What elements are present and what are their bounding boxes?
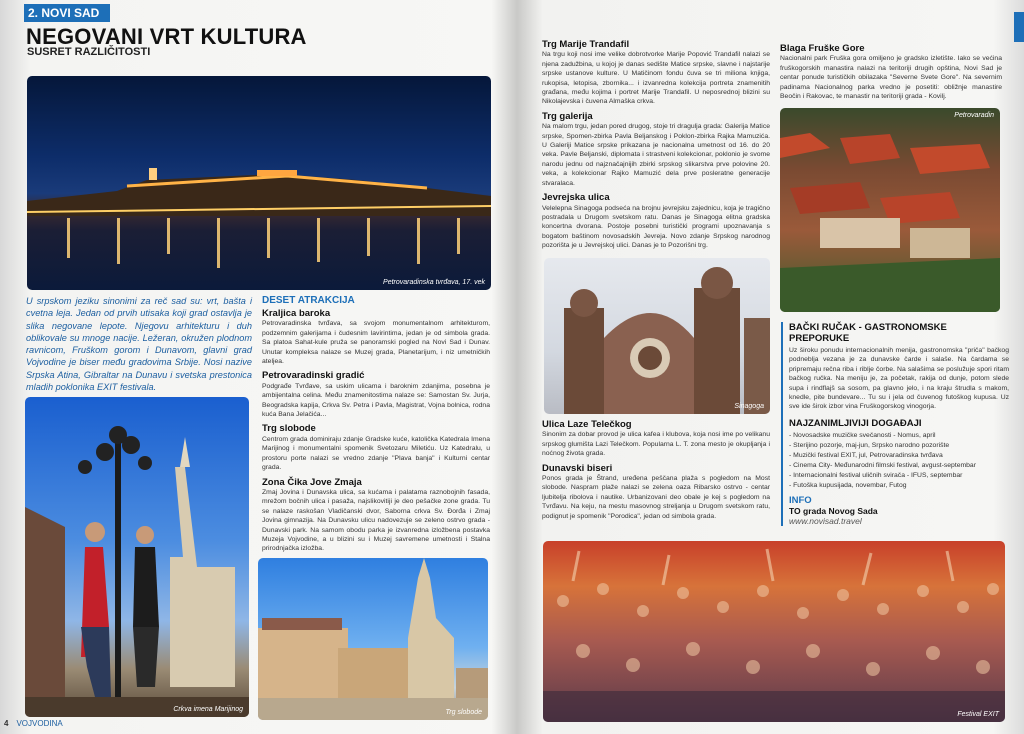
section-title: Trg Marije Trandafil — [542, 39, 630, 50]
section-tab: 2. NOVI SAD — [24, 4, 110, 22]
section-title: Trg slobode — [262, 423, 316, 435]
events-title: NAJZANIMLJIVIJI DOGAĐAJI — [789, 417, 922, 429]
section-title: Ulica Laze Telečkog — [542, 419, 632, 430]
attractions-column — [262, 309, 490, 554]
footer-label: VOJVODINA — [16, 719, 63, 728]
section-text: Centrom grada dominiraju zdanje Gradske kuće, katolička Katedrala Imena Marijinog i monumentalni spomenik Svetozaru Miletiću. Uz Katedralu, u prostoru porte nalazi se vredno zdanje "Plava banja" i Kulturni centar grada. — [262, 435, 490, 472]
page-subtitle: SUSRET RAZLIČITOSTI — [27, 46, 151, 58]
section-text: Nacionalni park Fruška gora omiljeno je gradsko izletište. Iako se većina fruškogorskih manastira nalazi na teritoriji drugih opština, Novi Sad je centar ponude turističkih obilazaka "Severne Svete Gore". Na severnim padinama Nacionalnog parka vredno je posetiti: obližnje manastire Beočin i Rakovac, te manastir na teritoriji grada - Kovilj. — [780, 55, 1002, 101]
synagogue-illustration — [544, 258, 770, 414]
section-title: Trg galerija — [542, 110, 593, 122]
fortress-photo — [27, 76, 491, 290]
exit-festival-photo — [543, 541, 1005, 722]
petrovaradin-photo — [780, 108, 1000, 312]
intro-text: U srpskom jeziku sinonimi za reč sad su: vrt, bašta i cvetna leja. Jedan od prvih utisaka koji grad ostavlja je slika negovane lepote. Njegovu arhitekturu i duh oblikovale su mnoge nacije. Ležeran, okružen plodnom ravnicom, Fruškom gorom i Dunavom, glavni grad Vojvodine je biser među gradovima Srbije. Nosi nazive Srpska Atina, Gibraltar na Dunavu i svetska prestonica mladih poklonika EXIT festivala. — [26, 296, 252, 393]
square-photo — [258, 558, 488, 720]
event-item: - Cinema City- Međunarodni filmski festival, avgust-septembar — [789, 461, 976, 469]
fortress-photo-caption: Petrovaradinska tvrđava, 17. vek — [383, 279, 485, 286]
exit-photo-caption: Festival EXIT — [957, 711, 999, 718]
section-text: Zmaj Jovina i Dunavska ulica, sa kućama i palatama raznobojnih fasada, mrežom bočnih ulica i pasaža, najslikovitiji je deo pešačke zone grada. Tu se nalaze raskošan Vladičanski dvor, Saborna crkva Sv. Đorđa i Zmaj Jovina gimnazija. Na Dunavsku ulicu nadovezuje se zeleno ostrvo grada - Dunavski park. Na samom obodu parka je izvanredna izložbena postavka Muzeja Vojvodine, a u blizini su i Muzej savremene umetnosti i Stalna prirodnjačka izložba. — [262, 488, 490, 553]
info-title: INFO — [789, 494, 812, 506]
synagogue-photo — [544, 258, 770, 414]
section-text: Petrovaradinska tvrđava, sa svojom monumentalnom arhitekturom, podzemnim galerijama i čudesnim lavirintima, jedan je od simbola grada. Sa platoa Sahat-kule pruža se panoramski pogled na Novi Sad i Dunav. Unutar kompleksa nalaze se Muzej grada, Planetarijum, i niz umetničkih ateljea. — [262, 320, 490, 366]
page-footer — [4, 719, 63, 728]
synagogue-photo-caption: Sinagoga — [734, 403, 764, 410]
section-title: Blaga Fruške Gore — [780, 43, 865, 54]
cathedral-photo-caption: Crkva imena Marijinog — [173, 706, 243, 713]
square-illustration — [258, 558, 488, 720]
crowd-illustration — [543, 541, 1005, 722]
info-url: www.novisad.travel — [789, 515, 862, 526]
section-text: Sinonim za dobar provod je ulica kafea i klubova, koja nosi ime po velikanu srpskog glumišta Lazi Telečkom. Popularna L. T. zona mesto je okupljanja i noćnog života grada. — [542, 431, 770, 458]
right-page — [517, 0, 1024, 734]
info-org: TO grada Novog Sada — [789, 505, 878, 516]
page-number: 4 — [4, 719, 9, 728]
gastro-text: Uz široku ponudu internacionalnih menija, gastronomska "priča" bačkog podneblja vezana je za dunavske čarde i salaše. Na čardama se pripremaju rečna riba i riblje čorbe. Na salašima se poslužuje spori ritam bačkog ručka. Na meniju je, za početak, rakija od dunje, potom slede supa i rindflajš sa sosom, pa glavno jelo, i na kraju štrudla s makom, knedle, pite bundevare... Tu su i jela od čuvenog futoškog kupusa. Uz sve ide širok izbor vina Fruškogorskog vinogorja. — [789, 347, 1009, 411]
petrovaradin-photo-caption: Petrovaradin — [954, 112, 994, 119]
section-title: Jevrejska ulica — [542, 192, 610, 204]
section-text: Na trgu koji nosi ime velike dobrotvorke Marije Popović Trandafil nalazi se njena zadužbina, u kojoj je danas sedište Matice srpske, slavne i najstarije srpske ustanove kulture. U Matičinom fondu čuva se tri miliona knjiga, rukopisa, letopisa, zbornika... i izvanredna kolekcija portreta znamenitih građana, među kojima i portret Marije Trandafil. U neposrednoj blizini su Nikolajevska i čuvena Almaška crkva. — [542, 51, 770, 106]
event-item: - Futoška kupusijada, novembar, Futog — [789, 481, 907, 489]
right-column-1-bottom — [542, 420, 770, 521]
right-column-2-top — [780, 44, 1002, 101]
section-text: Ponos grada je Štrand, uređena peščana plaža s pogledom na Most slobode. Naspram plaže nalazi se zelena oaza Ribarsko ostrvo - centar ljubitelja ribolova i nautike. Urbanizovani deo obale je kej s pogledom na Tvrđavu. Na keju, na mestu masovnog streljanja u Drugom svetskom ratu, podignut je spomenik "Porodica", jedan od simbola grada. — [542, 475, 770, 520]
right-column-1-top — [542, 40, 770, 251]
rooftops-illustration — [780, 108, 1000, 312]
event-item: - Muzički festival EXIT, jul, Petrovaradinska tvrđava — [789, 451, 943, 459]
page-title: NEGOVANI VRT KULTURA — [26, 24, 307, 49]
cathedral-couple-photo — [25, 397, 249, 717]
square-photo-caption: Trg slobode — [445, 709, 482, 716]
section-text: Podgrađe Tvrđave, sa uskim ulicama i baroknim zdanjima, posebna je ambijentalna celina. Među znamenitostima nalaze se: Samostan Sv. Jurja, Beogradska kapija, Crkva Sv. Petra i Pavla, Magistrat, Vojna bolnica, rodna kuća Bana Jelačića... — [262, 382, 490, 419]
section-text: Na malom trgu, jedan pored drugog, stoje tri dragulja grada: Galerija Matice srpske, Spomen-zbirka Pavla Beljanskog i Poklon-zbirka Rajka Mamuzića. U Galeriji Matice srpske prikazana je nacionalna umetnost od 16. do 20 veka. Pavle Beljanski, diplomata i strastveni kolekcionar, poklonio je svome narodu jednu od najznačajnijih zbirki srpskog slikarstva prve polovine 20. veka, a kolekcionar Rajko Mamuzić dela prve posleratne generacije stvaralaca. — [542, 123, 770, 187]
corner-tab — [1014, 12, 1024, 42]
event-item: - Sterijino pozorje, maj-jun, Srpsko narodno pozorište — [789, 441, 950, 449]
event-item: - Internacionalni festival uličnih svirača - IFUS, septembar — [789, 471, 963, 479]
section-title: Zona Čika Jove Zmaja — [262, 476, 362, 488]
fortress-illustration — [27, 76, 491, 290]
cathedral-illustration — [25, 397, 249, 717]
gastro-box — [781, 322, 1009, 526]
section-text: Velelepna Sinagoga podseća na brojnu jevrejsku zajednicu, koja je tragično postradala u Drugom svetskom ratu. Danas je Sinagoga elitna gradska koncertna dvorana. Postoje posebni turistički programi upoznavanja s bogatom baštinom novosadskih Jevreja. Novo zdanje Srpskog narodnog pozorišta je u Jevrejskoj ulici. Danas je to Pozorišni trg. — [542, 204, 770, 250]
section-title: Dunavski biseri — [542, 462, 613, 474]
events-list — [789, 431, 1009, 491]
event-item: - Novosadske muzičke svečanosti - Nomus, april — [789, 431, 936, 439]
attractions-heading: DESET ATRAKCIJA — [262, 295, 355, 306]
section-title: Petrovaradinski gradić — [262, 370, 365, 382]
section-title: Kraljica baroka — [262, 308, 331, 319]
gastro-title: BAČKI RUČAK - GASTRONOMSKE PREPORUKE — [789, 322, 947, 344]
